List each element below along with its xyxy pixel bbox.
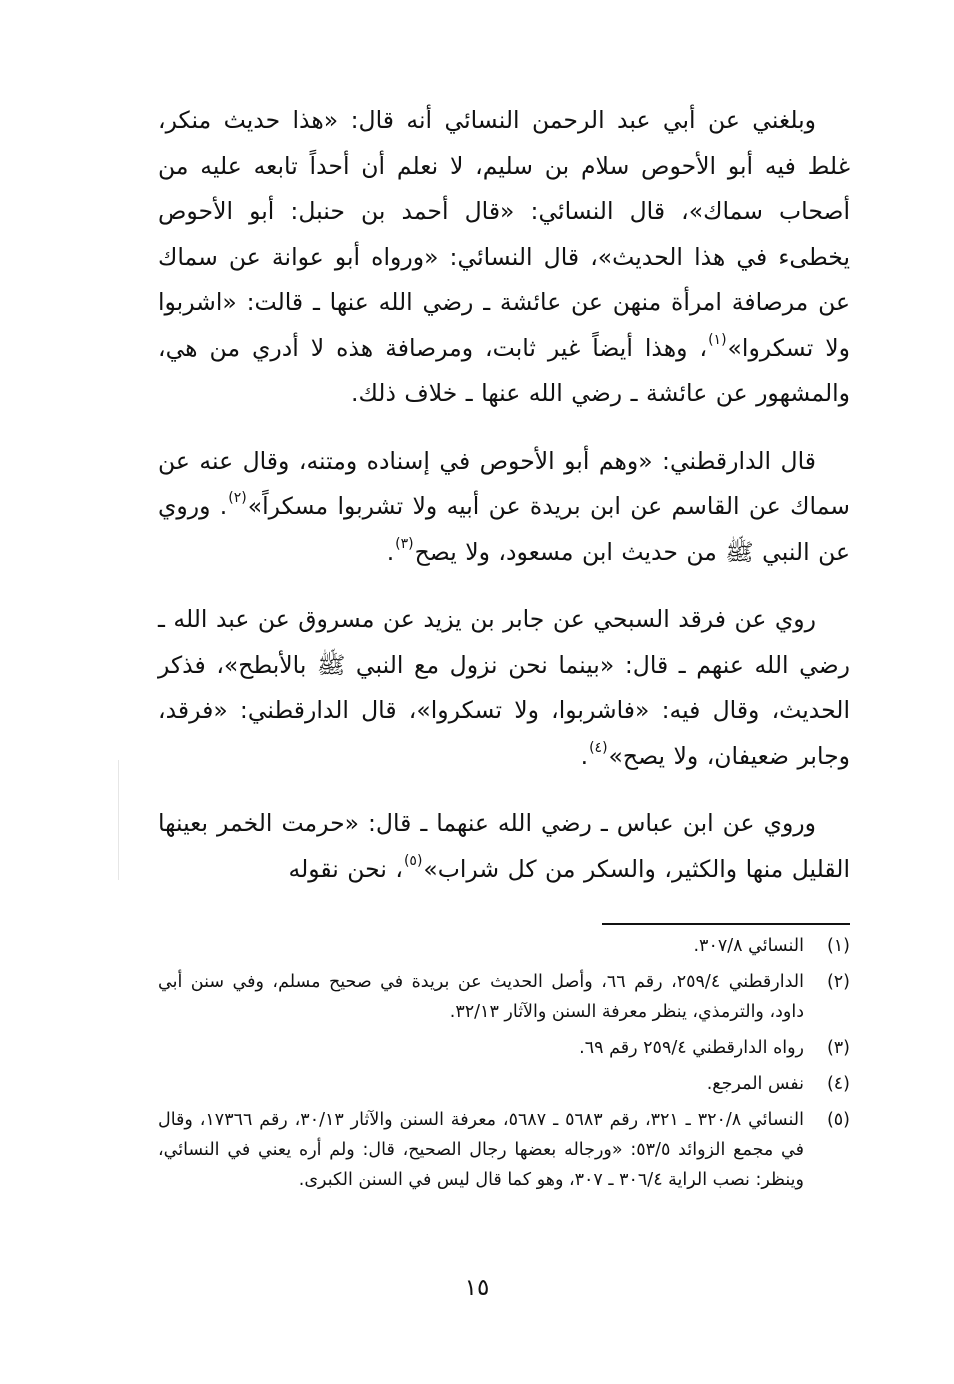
footnote-reference[interactable]: (٤) <box>589 739 608 756</box>
footnote-number: (٣) <box>826 1038 850 1058</box>
footnote-reference[interactable]: (٢) <box>228 490 247 506</box>
paragraph-text: وروي عن ابن عباس ـ رضي الله عنهما ـ قال: «حرمت الخمر بعينها القليل منها والكثير، والسكر من كل شراب» <box>158 809 850 883</box>
paragraph-text: روي عن فرقد السبحي عن جابر بن يزيد عن مسروق عن عبد الله ـ رضي الله عنهم ـ قال: «بينما نحن نزول مع النبي ﷺ بالأبطح»، فذكر الحديث، وقال فيه: «فاشربوا، ولا تسكروا»، قال الدارقطني: «فرقد، وجابر ضعيفان، ولا يصح» <box>158 605 850 770</box>
footnote-1 <box>158 931 850 961</box>
footnote-text: رواه الدارقطني ٢٥٩/٤ رقم ٦٩. <box>579 1038 804 1058</box>
footnote-3 <box>158 1033 850 1063</box>
footnote-text: النسائي ٣٠٧/٨. <box>693 936 804 956</box>
footnote-text: نفس المرجع. <box>706 1074 804 1094</box>
paragraph-text: قال الدارقطني: «وهم أبو الأحوص في إسناده ومتنه، وقال عنه عن سماك عن القاسم عن ابن بريدة عن أبيه ولا تشربوا مسكراً» <box>158 446 850 520</box>
paragraph-4 <box>158 801 850 892</box>
footnote-text: النسائي ٣٢٠/٨ ـ ٣٢١، رقم ٥٦٨٣ ـ ٥٦٨٧، معرفة السنن والآثار ٣٠/١٣، رقم ١٧٣٦٦، وقال في مجمع الزوائد ٥٣/٥: «ورجاله بعضها رجال الصحيح، قال: ولم أره يعني في النسائي، وينظر: نصب الراية ٣٠٦/٤ ـ ٣٠٧، وهو كما قال ليس في السنن الكبرى. <box>158 1110 805 1190</box>
paragraph-1 <box>158 98 850 417</box>
page-number: ١٥ <box>464 1275 490 1301</box>
paragraph-text: ، نحن نقوله <box>288 854 403 883</box>
footnote-separator <box>602 923 850 925</box>
paragraph-2 <box>158 439 850 576</box>
paragraph-text: . <box>580 741 589 770</box>
footnote-text: الدارقطني ٢٥٩/٤، رقم ٦٦، وأصل الحديث عن بريدة في صحيح مسلم، وفي سنن أبي داود، والترمذي، ينظر معرفة السنن والآثار ٣٢/١٣. <box>158 972 804 1022</box>
footnotes <box>158 931 850 1201</box>
paragraph-text: . <box>386 537 395 566</box>
scan-edge-mark <box>118 760 119 880</box>
footnote-number: (٢) <box>826 972 850 992</box>
paragraph-text: ، وهذا أيضاً غير ثابت، ومرصافة هذه لا أدري من هي، والمشهور عن عائشة ـ رضي الله عنها ـ خلاف ذلك. <box>158 333 850 407</box>
footnote-number: (٥) <box>826 1110 850 1130</box>
footnote-reference[interactable]: (٥) <box>403 852 423 869</box>
paragraph-text: وبلغني عن أبي عبد الرحمن النسائي أنه قال: «هذا حديث منكر، غلط فيه أبو الأحوص سلام بن سليم، لا نعلم أن أحداً تابعه عليه من أصحاب سماك»، قال النسائي: «قال أحمد بن حنبل: أبو الأحوص يخطىء في هذا الحديث»، قال النسائي: «ورواه أبو عوانة عن سماك عن مرصافة امرأة منهن عن عائشة ـ رضي الله عنها ـ قالت: «اشربوا ولا تسكروا» <box>158 106 850 362</box>
footnote-4 <box>158 1069 850 1099</box>
footnote-number: (٤) <box>826 1074 850 1094</box>
footnote-2 <box>158 967 850 1027</box>
main-text <box>158 98 850 914</box>
paragraph-text: . وروي عن النبي ﷺ من حديث ابن مسعود، ولا يصح <box>158 492 850 566</box>
paragraph-3 <box>158 597 850 779</box>
footnote-reference[interactable]: (٣) <box>395 535 414 552</box>
footnote-5 <box>158 1105 850 1195</box>
footnote-number: (١) <box>826 936 850 956</box>
footnote-reference[interactable]: (١) <box>708 331 727 348</box>
